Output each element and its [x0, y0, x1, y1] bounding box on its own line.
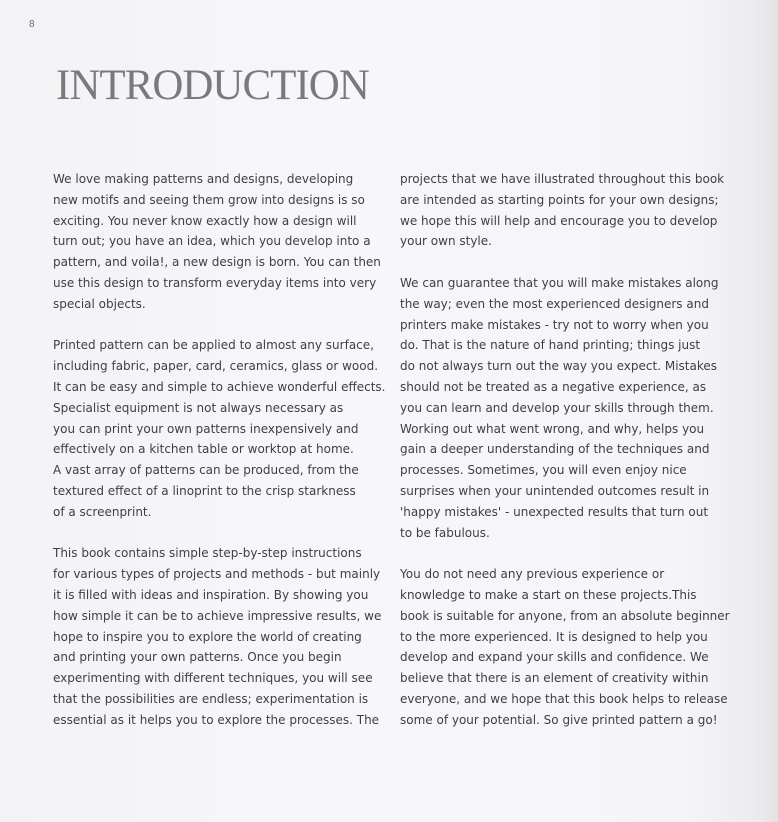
paragraph [53, 543, 393, 730]
text-line: to the more experienced. It is designed to help you [400, 629, 708, 644]
text-line: exciting. You never know exactly how a design will [53, 213, 357, 228]
text-line: 'happy mistakes' - unexpected results that turn out [400, 504, 709, 519]
text-column-right [400, 169, 740, 751]
text-line: believe that there is an element of creativity within [400, 671, 709, 686]
paragraph [400, 564, 740, 730]
text-line: some of your potential. So give printed pattern a go! [400, 712, 718, 727]
text-line: special objects. [53, 296, 146, 311]
text-column-left [53, 169, 393, 751]
text-line: Specialist equipment is not always necessary as [53, 400, 344, 415]
text-line: gain a deeper understanding of the techniques and [400, 442, 710, 457]
text-line: you can print your own patterns inexpensively and [53, 421, 359, 436]
text-line: new motifs and seeing them grow into designs is so [53, 192, 365, 207]
text-line: projects that we have illustrated throughout this book [400, 172, 725, 186]
text-line: your own style. [400, 234, 492, 249]
text-line: develop and expand your skills and confidence. We [400, 650, 709, 665]
text-line: to be fabulous. [400, 525, 490, 540]
text-line: experimenting with different techniques, you will see [53, 671, 373, 686]
text-line: We love making patterns and designs, developing [53, 172, 354, 186]
text-line: we hope this will help and encourage you to develop [400, 213, 718, 228]
text-line: including fabric, paper, card, ceramics, glass or wood. [53, 359, 379, 374]
text-line: surprises when your unintended outcomes result in [400, 483, 710, 498]
text-line: should not be treated as a negative experience, as [400, 379, 707, 394]
text-line: textured effect of a linoprint to the crisp starkness [53, 483, 356, 498]
paragraph [400, 169, 740, 252]
text-line: processes. Sometimes, you will even enjoy nice [400, 463, 687, 478]
text-line: hope to inspire you to explore the world of creating [53, 629, 362, 644]
page-title: INTRODUCTION [56, 62, 369, 109]
text-line: of a screenprint. [53, 504, 152, 519]
text-line: how simple it can be to achieve impressive results, we [53, 608, 382, 623]
text-line: you can learn and develop your skills through them. [400, 400, 714, 415]
text-line: the way; even the most experienced designers and [400, 296, 709, 311]
text-line: You do not need any previous experience or [400, 567, 665, 582]
text-line: use this design to transform everyday items into very [53, 275, 377, 290]
text-line: This book contains simple step-by-step instructions [53, 546, 362, 561]
paragraph [53, 335, 393, 522]
paragraph [53, 169, 393, 315]
text-line: printers make mistakes - try not to worry when you [400, 317, 709, 332]
text-line: everyone, and we hope that this book helps to release [400, 691, 728, 706]
text-line: effectively on a kitchen table or worktop at home. [53, 442, 354, 457]
text-line: do not always turn out the way you expect. Mistakes [400, 359, 717, 374]
text-line: it is filled with ideas and inspiration. By showing you [53, 587, 369, 602]
text-line: pattern, and voila!, a new design is born. You can then [53, 255, 381, 270]
text-line: Working out what went wrong, and why, helps you [400, 421, 705, 436]
text-line: Printed pattern can be applied to almost any surface, [53, 338, 374, 353]
text-line: that the possibilities are endless; experimentation is [53, 691, 369, 706]
text-line: A vast array of patterns can be produced, from the [53, 463, 359, 478]
text-line: We can guarantee that you will make mistakes along [400, 275, 719, 290]
text-line: and printing your own patterns. Once you begin [53, 650, 342, 665]
text-line: turn out; you have an idea, which you develop into a [53, 234, 371, 249]
text-line: are intended as starting points for your own designs; [400, 192, 719, 207]
text-line: It can be easy and simple to achieve wonderful effects. [53, 379, 386, 394]
text-line: essential as it helps you to explore the processes. The [53, 712, 380, 727]
text-line: do. That is the nature of hand printing; things just [400, 338, 701, 353]
text-line: book is suitable for anyone, from an absolute beginner [400, 608, 730, 623]
paragraph [400, 273, 740, 543]
text-line: knowledge to make a start on these projects.This [400, 587, 697, 602]
page-number: 8 [29, 19, 35, 30]
text-line: for various types of projects and methods - but mainly [53, 567, 381, 582]
